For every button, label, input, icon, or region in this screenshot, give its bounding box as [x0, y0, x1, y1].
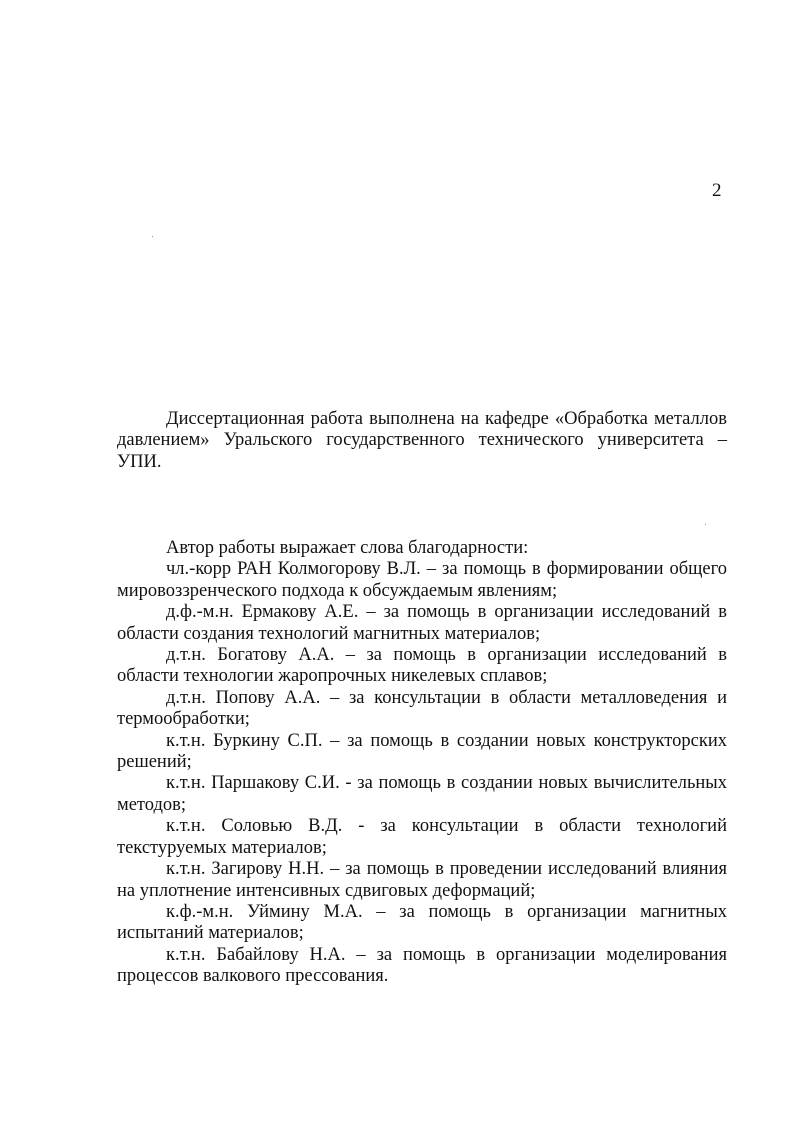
acknowledgement-line: к.т.н. Загирову Н.Н. – за помощь в проведении исследований влияния	[166, 859, 727, 880]
acknowledgement-item	[117, 816, 727, 859]
acknowledgement-line: чл.-корр РАН Колмогорову В.Л. – за помощь в формировании общего	[166, 559, 727, 580]
acknowledgement-line: д.т.н. Богатову А.А. – за помощь в организации исследований в	[166, 645, 727, 666]
intro-line: УПИ.	[117, 451, 162, 472]
acknowledgement-line: испытаний материалов;	[117, 923, 304, 944]
acknowledgement-line: к.т.н. Паршакову С.И. - за помощь в создании новых вычислительных	[166, 773, 727, 794]
acknowledgement-line: д.т.н. Попову А.А. – за консультации в области металловедения и	[166, 687, 727, 708]
acknowledgement-line: к.т.н. Буркину С.П. – за помощь в создании новых конструкторских	[166, 730, 727, 751]
intro-line: давлением» Уральского государственного технического университета –	[117, 430, 727, 451]
acknowledgement-line: термообработки;	[117, 709, 250, 730]
acknowledgement-line: решений;	[117, 752, 192, 773]
acknowledgement-line: на уплотнение интенсивных сдвиговых деформаций;	[117, 880, 536, 901]
acknowledgement-line: к.т.н. Соловью В.Д. - за консультации в области технологий	[166, 816, 727, 837]
acknowledgement-item	[117, 859, 727, 902]
acknowledgement-line: д.ф.-м.н. Ермакову А.Е. – за помощь в организации исследований в	[166, 602, 727, 623]
acknowledgements-heading: Автор работы выражает слова благодарности:	[166, 538, 529, 558]
intro-paragraph	[117, 409, 727, 473]
acknowledgement-line: процессов валкового прессования.	[117, 966, 389, 987]
acknowledgement-item	[117, 902, 727, 945]
acknowledgement-line: к.т.н. Бабайлову Н.А. – за помощь в организации моделирования	[166, 944, 727, 965]
acknowledgement-item	[117, 731, 727, 774]
scan-speck	[705, 524, 706, 525]
acknowledgement-line: области технологии жаропрочных никелевых сплавов;	[117, 666, 548, 687]
acknowledgements-section	[117, 538, 727, 988]
acknowledgement-item	[117, 645, 727, 688]
acknowledgement-line: к.ф.-м.н. Уймину М.А. – за помощь в организации магнитных	[166, 901, 727, 922]
acknowledgement-line: методов;	[117, 794, 187, 815]
acknowledgement-item	[117, 688, 727, 731]
acknowledgement-line: текстуруемых материалов;	[117, 837, 327, 858]
acknowledgement-line: области создания технологий магнитных материалов;	[117, 623, 541, 644]
intro-line: Диссертационная работа выполнена на кафедре «Обработка металлов	[166, 409, 727, 429]
acknowledgement-item	[117, 773, 727, 816]
page-number: 2	[712, 180, 722, 201]
acknowledgement-item	[117, 559, 727, 602]
acknowledgement-item	[117, 945, 727, 988]
acknowledgement-item	[117, 602, 727, 645]
acknowledgement-line: мировоззренческого подхода к обсуждаемым явлениям;	[117, 580, 558, 601]
scan-speck	[152, 236, 153, 237]
